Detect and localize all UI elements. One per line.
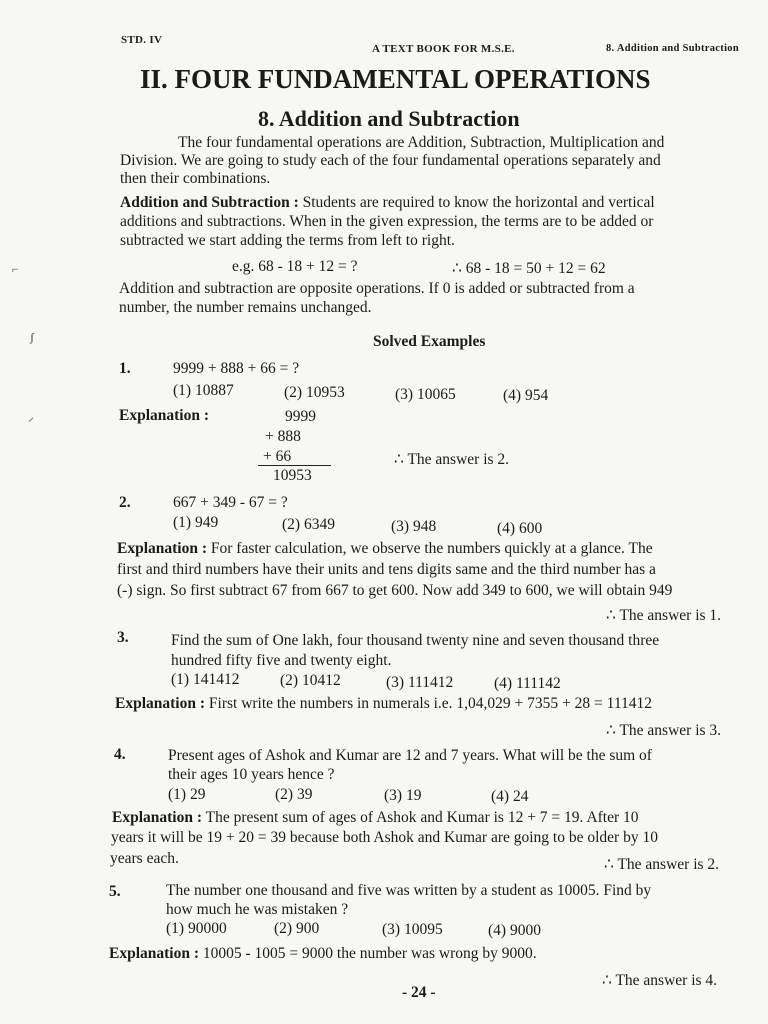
example-2-explanation-line-1 [117, 541, 653, 557]
example-2-explanation-line-2: first and third numbers have their units and tens digits same and the third number has a [117, 561, 656, 578]
example-4-option-1: (1) 29 [168, 786, 206, 803]
example-4-explanation-label: Explanation : [112, 809, 203, 826]
example-1-explanation-label: Explanation : [119, 407, 210, 424]
example-1-option-3: (3) 10065 [395, 386, 456, 403]
header-chapter: 8. Addition and Subtraction [606, 43, 739, 54]
example-4-option-2: (2) 39 [275, 786, 313, 803]
example-1-option-4: (4) 954 [503, 387, 549, 404]
example-1-calc-total: 10953 [273, 467, 312, 484]
example-5-explanation-text: 10005 - 1005 = 9000 the number was wrong by 9000. [202, 945, 537, 962]
addsub-line-3: subtracted we start adding the terms from left to right. [120, 232, 455, 249]
example-2-answer: ∴ The answer is 1. [606, 607, 722, 624]
example-1-answer: ∴ The answer is 2. [394, 451, 510, 468]
example-3-option-1: (1) 141412 [171, 671, 240, 688]
addsub-line-5: Addition and subtraction are opposite operations. If 0 is added or subtracted from a [119, 280, 635, 297]
example-2-explanation-line-3: (-) sign. So first subtract 67 from 667 to get 600. Now add 349 to 600, we will obtain 949 [117, 582, 673, 599]
example-3-explanation-text: First write the numbers in numerals i.e. 1,04,029 + 7355 + 28 = 111412 [208, 695, 652, 712]
example-1-calc-line-2: + 888 [265, 428, 301, 445]
example-3-option-2: (2) 10412 [280, 672, 341, 689]
addsub-label: Addition and Subtraction : [120, 194, 299, 211]
page-number: - 24 - [402, 984, 436, 1001]
intro-line-1: The four fundamental operations are Addition, Subtraction, Multiplication and [178, 134, 665, 151]
example-5-option-1: (1) 90000 [166, 920, 227, 937]
addsub-line-1-text: Students are required to know the horizontal and vertical [302, 194, 655, 211]
example-1-number: 1. [119, 360, 131, 377]
section-title: 8. Addition and Subtraction [258, 106, 520, 131]
example-3-option-3: (3) 111412 [386, 674, 454, 691]
example-3-question-line-1: Find the sum of One lakh, four thousand twenty nine and seven thousand three [171, 632, 660, 649]
example-1-option-2: (2) 10953 [284, 384, 345, 401]
example-2-number: 2. [119, 494, 131, 511]
example-expression: e.g. 68 - 18 + 12 = ? [232, 258, 358, 275]
example-4-question-line-2: their ages 10 years hence ? [168, 766, 335, 783]
header-book-title: A TEXT BOOK FOR M.S.E. [372, 43, 515, 55]
example-4-explanation-text-1: The present sum of ages of Ashok and Kumar is 12 + 7 = 19. After 10 [205, 809, 639, 826]
addsub-line-6: number, the number remains unchanged. [119, 299, 372, 316]
chapter-title: II. FOUR FUNDAMENTAL OPERATIONS [140, 64, 651, 94]
example-4-explanation-line-2: years it will be 19 + 20 = 39 because both Ashok and Kumar are going to be older by 10 [111, 829, 658, 846]
example-2-option-4: (4) 600 [497, 520, 543, 537]
example-5-answer: ∴ The answer is 4. [602, 972, 718, 989]
example-5-option-4: (4) 9000 [488, 922, 541, 939]
example-3-answer: ∴ The answer is 3. [606, 722, 722, 739]
example-1-option-1: (1) 10887 [173, 382, 234, 399]
example-2-explanation-label: Explanation : [117, 540, 208, 557]
example-5-option-3: (3) 10095 [382, 921, 443, 938]
intro-line-2: Division. We are going to study each of the four fundamental operations separately and [120, 152, 661, 169]
example-4-explanation-line-1 [112, 810, 639, 826]
intro-line-3: then their combinations. [120, 170, 271, 187]
addsub-line-1 [120, 195, 655, 211]
margin-scribble-2: ʃ [30, 330, 34, 344]
example-3-question-line-2: hundred fifty five and twenty eight. [171, 652, 392, 669]
example-2-option-1: (1) 949 [173, 514, 219, 531]
example-2-option-3: (3) 948 [391, 518, 437, 535]
example-5-explanation-label: Explanation : [109, 945, 200, 962]
example-3-option-4: (4) 111142 [494, 675, 561, 692]
example-1-calc-line-1: 9999 [285, 408, 316, 425]
addsub-line-2: additions and subtractions. When in the given expression, the terms are to be added or [120, 213, 654, 230]
example-1-calc-line-3: + 66 [263, 448, 292, 465]
example-5-explanation [109, 946, 537, 962]
example-1-question: 9999 + 888 + 66 = ? [173, 360, 300, 377]
margin-scribble-1: ⌐ [12, 262, 19, 276]
example-5-question-line-2: how much he was mistaken ? [166, 901, 349, 918]
example-5-question-line-1: The number one thousand and five was written by a student as 10005. Find by [166, 882, 652, 899]
example-5-number: 5. [109, 883, 121, 900]
example-4-explanation-line-3: years each. [110, 850, 179, 867]
example-4-number: 4. [114, 746, 126, 763]
example-4-answer: ∴ The answer is 2. [604, 856, 720, 873]
example-2-explanation-text-1: For faster calculation, we observe the numbers quickly at a glance. The [210, 540, 653, 557]
example-solution: ∴ 68 - 18 = 50 + 12 = 62 [452, 260, 606, 277]
example-3-explanation [115, 696, 652, 712]
margin-scribble-3: ⸝ [28, 410, 35, 424]
example-2-option-2: (2) 6349 [282, 516, 335, 533]
example-2-question: 667 + 349 - 67 = ? [173, 494, 288, 511]
solved-examples-heading: Solved Examples [373, 333, 486, 350]
example-4-option-4: (4) 24 [491, 788, 529, 805]
header-standard: STD. IV [121, 34, 163, 46]
example-3-number: 3. [117, 629, 129, 646]
example-3-explanation-label: Explanation : [115, 695, 206, 712]
example-5-option-2: (2) 900 [274, 920, 320, 937]
example-4-option-3: (3) 19 [384, 787, 422, 804]
example-4-question-line-1: Present ages of Ashok and Kumar are 12 and 7 years. What will be the sum of [168, 747, 652, 764]
example-1-sum-rule [258, 465, 331, 466]
